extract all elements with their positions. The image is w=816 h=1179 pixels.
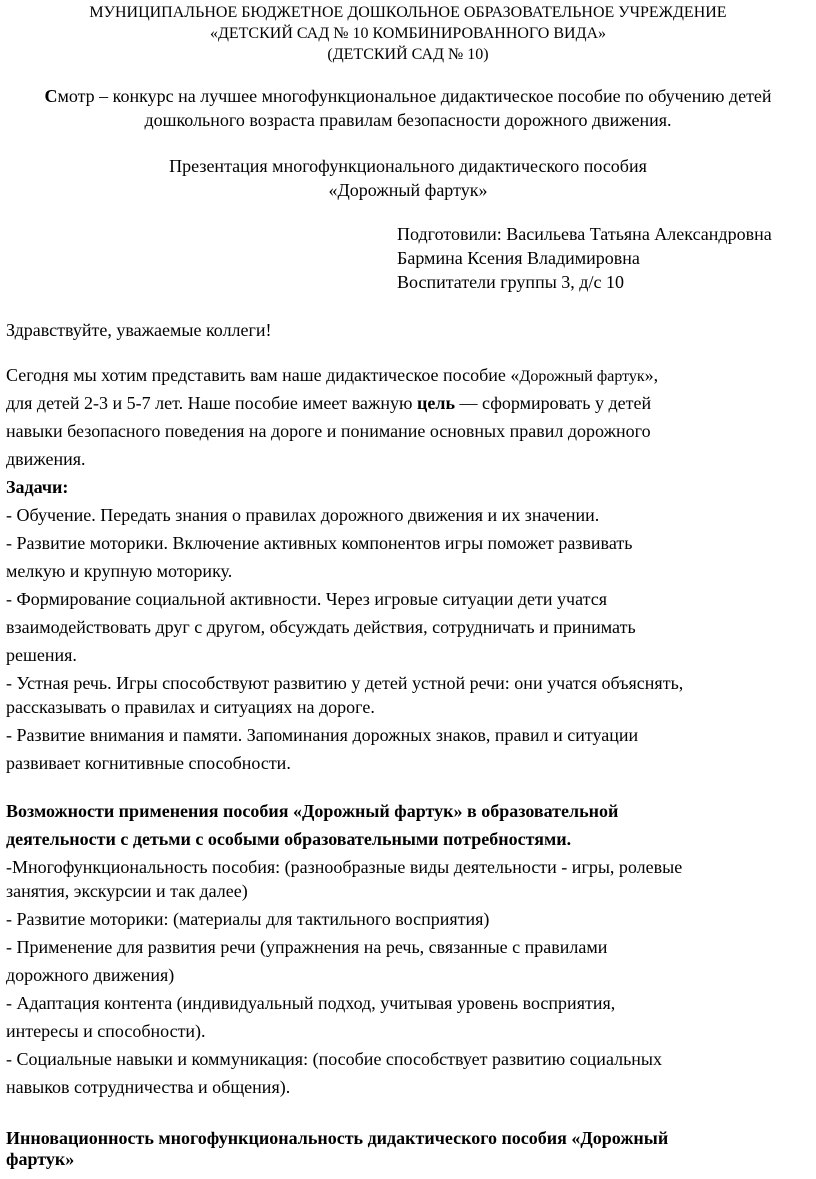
presentation-line-1: Презентация многофункционального дидактического пособия [169,156,647,176]
task-line: взаимодействовать друг с другом, обсуждать действия, сотрудничать и принимать [6,617,636,637]
task-line: - Формирование социальной активности. Через игровые ситуации дети учатся [6,589,607,609]
application-line: - Развитие моторики: (материалы для тактильного восприятия) [6,909,490,929]
application-line: навыков сотрудничества и общения). [6,1077,291,1097]
application-line: - Социальные навыки и коммуникация: (пособие способствует развитию социальных [6,1049,663,1069]
tasks-heading: Задачи: [6,477,69,497]
task-line: рассказывать о правилах и ситуациях на дороге. [6,697,375,717]
application-line: -Многофункциональность пособия: (разнообразные виды деятельности - игры, ролевые [6,857,683,877]
application-line: - Применение для развития речи (упражнения на речь, связанные с правилами [6,937,608,957]
authors-line-3: Воспитатели группы 3, д/с 10 [397,272,624,292]
presentation-title [0,154,816,202]
intro-paragraph [6,363,658,475]
intro-goal-word: цель [417,393,455,413]
application-line: дорожного движения) [6,965,175,985]
applications-list [6,855,682,1103]
applications-heading [6,799,618,855]
task-line: - Развитие внимания и памяти. Запоминания дорожных знаков, правил и ситуации [6,725,639,745]
intro-line-2: для детей 2-3 и 5-7 лет. Наше пособие имеет важную цель — сформировать у детей [6,393,652,413]
task-line: - Обучение. Передать знания о правилах дорожного движения и их значении. [6,505,600,525]
task-line: - Развитие моторики. Включение активных компонентов игры поможет развивать [6,533,633,553]
applications-heading-line-1: Возможности применения пособия «Дорожный фартук» в образовательной [6,801,619,821]
intro-line-3: навыки безопасного поведения на дороге и понимание основных правил дорожного [6,421,651,441]
contest-title [0,84,816,132]
task-line: развивает когнитивные способности. [6,753,291,773]
applications-heading-line-2: деятельности с детьми с особыми образовательными потребностями. [6,829,572,849]
contest-line-2: дошкольного возраста правилам безопасности дорожного движения. [144,110,672,130]
institution-header [0,2,816,65]
greeting: Здравствуйте, уважаемые коллеги! [6,320,272,340]
authors-line-1: Подготовили: Васильева Татьяна Александровна [397,224,772,244]
contest-line-1 [0,84,816,108]
task-line: - Устная речь. Игры способствуют развитию у детей устной речи: они учатся объяснять, [6,673,684,693]
contest-line-1-rest: мотр – конкурс на лучшее многофункциональное дидактическое пособие по обучению детей [57,86,772,106]
application-line: - Адаптация контента (индивидуальный подход, учитывая уровень восприятия, [6,993,616,1013]
innovation-heading-line-2: фартук» [6,1149,75,1169]
presentation-line-2: «Дорожный фартук» [328,180,488,200]
header-line-1: МУНИЦИПАЛЬНОЕ БЮДЖЕТНОЕ ДОШКОЛЬНОЕ ОБРАЗОВАТЕЛЬНОЕ УЧРЕЖДЕНИЕ [89,4,727,21]
tasks-list [6,503,683,779]
application-line: занятия, экскурсии и так далее) [6,881,248,901]
application-line: интересы и способности). [6,1021,206,1041]
task-line: решения. [6,645,77,665]
innovation-heading-line-1: Инновационность многофункциональность дидактического пособия «Дорожный [6,1128,669,1148]
intro-manual-title: Дорожный фартук [519,368,645,385]
innovation-heading [6,1128,668,1170]
intro-line-4: движения. [6,449,86,469]
header-line-3: (ДЕТСКИЙ САД № 10) [327,46,489,63]
intro-line-1: Сегодня мы хотим представить вам наше дидактическое пособие «Дорожный фартук», [6,365,659,385]
contest-first-letter: С [44,86,58,106]
authors-line-2: Бармина Ксения Владимировна [397,248,640,268]
task-line: мелкую и крупную моторику. [6,561,233,581]
header-line-2: «ДЕТСКИЙ САД № 10 КОМБИНИРОВАННОГО ВИДА» [209,25,607,42]
authors-block [397,222,772,294]
